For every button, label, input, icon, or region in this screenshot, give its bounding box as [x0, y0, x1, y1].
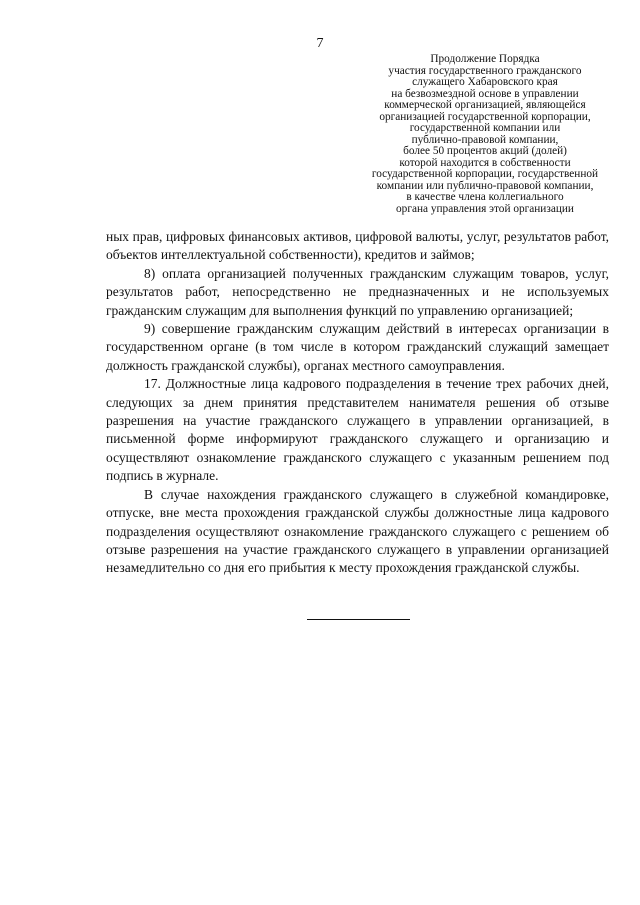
header-line: публично-правовой компании, — [411, 133, 559, 146]
paragraph-item-8: 8) оплата организацией полученных гражданским служащим товаров, услуг, результатов работ, непосредственно не предназначенных и не используемых гражданским служащим для выполнения функций по управлению организацией; — [106, 265, 609, 318]
paragraph-clause-17: 17. Должностные лица кадрового подразделения в течение трех рабочих дней, следующих за днем принятия представителем нанимателя решения об отзыве разрешения на участие гражданского служащего в управлении организацией, в письменной форме информируют гражданского служащего и организацию и осуществляют ознакомление гражданского служащего с указанным решением под подпись в журнале. — [106, 376, 609, 484]
header-line: государственной корпорации, государственной — [371, 168, 599, 180]
paragraph-item-9: 9) совершение гражданским служащим действий в интересах организации в государственном органе (в том числе в котором гражданский служащий замещает должность гражданской службы), органах местного самоуправления. — [106, 321, 609, 373]
end-separator-line — [307, 619, 410, 620]
header-line: организацией государственной корпорации, — [379, 110, 591, 123]
header-line: служащего Хабаровского края — [412, 76, 558, 88]
paragraph-continuation: ных прав, цифровых финансовых активов, цифровой валюты, услуг, результатов работ, объектов интеллектуальной собственности), кредитов и займов; — [106, 229, 609, 263]
header-line: участия государственного гражданского — [388, 64, 582, 77]
header-line: органа управления этой организации — [396, 202, 574, 215]
header-line: в качестве члена коллегиального — [406, 191, 564, 203]
document-header — [350, 54, 620, 215]
header-line: компании или публично-правовой компании, — [376, 179, 594, 192]
header-line: на безвозмездной основе в управлении — [391, 87, 579, 100]
header-line: более 50 процентов акций (долей) — [403, 145, 567, 157]
header-line: государственной компании или — [409, 122, 561, 134]
document-body — [106, 228, 609, 578]
header-line: которой находится в собственности — [399, 156, 571, 169]
paragraph-business-trip: В случае нахождения гражданского служащего в служебной командировке, отпуске, вне места прохождения гражданской службы должностные лица кадрового подразделения осуществляют ознакомление гражданского служащего с решением об отзыве разрешения на участие гражданского служащего в управлении организацией незамедлительно со дня его прибытия к месту прохождения гражданской службы. — [106, 486, 609, 576]
header-line: коммерческой организацией, являющейся — [384, 99, 586, 111]
header-line: Продолжение Порядка — [430, 53, 540, 65]
page-number: 7 — [316, 36, 324, 51]
